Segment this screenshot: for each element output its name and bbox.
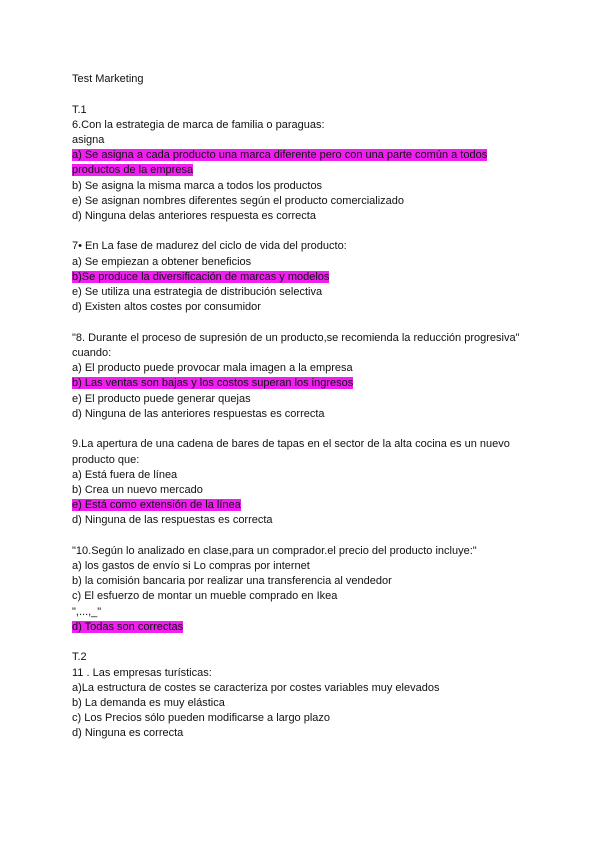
answer-option-b: b) Crea un nuevo mercado [72, 483, 203, 496]
answer-option-a: a) El producto puede provocar mala imagen a la empresa [72, 362, 353, 375]
highlighted-answer: a) Se asigna a cada producto una marca diferente pero con una parte común a todos [72, 149, 488, 162]
answer-option-b [72, 376, 532, 391]
answer-option-d: d) Ninguna de las respuestas es correcta [72, 514, 273, 527]
question-text: producto que: [72, 453, 140, 466]
answer-option-a-cont [72, 163, 532, 178]
answer-option-d: d) Ninguna delas anteriores respuesta es correcta [72, 209, 316, 222]
highlighted-answer: productos de la empresa [72, 164, 194, 177]
section-t1 [72, 103, 532, 635]
answer-option-d: d) Ninguna de las anteriores respuestas es correcta [72, 407, 325, 420]
question-9 [72, 437, 532, 528]
answer-option-a: a) Se empiezan a obtener beneficios [72, 255, 252, 268]
answer-option-b: b) la comisión bancaria por realizar una transferencia al vendedor [72, 575, 392, 588]
spacer [72, 635, 532, 650]
question-text: 9.La apertura de una cadena de bares de tapas en el sector de la alta cocina es un nuevo [72, 438, 510, 451]
question-8 [72, 331, 532, 422]
question-text: asigna [72, 133, 105, 146]
highlighted-answer: b)Se produce la diversificación de marcas y modelos [72, 270, 330, 283]
spacer [72, 422, 532, 437]
answer-option-c [72, 498, 532, 513]
section-t2 [72, 650, 532, 741]
answer-option-a [72, 148, 532, 163]
document-page [72, 72, 532, 741]
answer-option-d: d) Existen altos costes por consumidor [72, 301, 261, 314]
question-text: 7• En La fase de madurez del ciclo de vida del producto: [72, 240, 347, 253]
answer-option-a: a)La estructura de costes se caracteriza por costes variables muy elevados [72, 681, 440, 694]
answer-option-c: e) Se asignan nombres diferentes según el producto comercializado [72, 194, 405, 207]
section-label: T.2 [72, 651, 87, 664]
highlighted-answer: d) Todas son correctas [72, 620, 184, 633]
answer-option-c: e) El producto puede generar quejas [72, 392, 251, 405]
highlighted-answer: e) Está como extensión de la línea [72, 499, 241, 512]
spacer [72, 224, 532, 239]
highlighted-answer: b) Las ventas son bajas y los costos superan los ingresos [72, 377, 354, 390]
answer-option-a: a) los gastos de envío si Lo compras por internet [72, 560, 310, 573]
question-text: 11 . Las empresas turísticas: [72, 666, 212, 679]
answer-option-d: d) Ninguna es correcta [72, 727, 184, 740]
answer-option-a: a) Está fuera de línea [72, 468, 178, 481]
question-11 [72, 666, 532, 742]
spacer [72, 87, 532, 102]
answer-ellipsis: ",...,_" [72, 605, 102, 618]
answer-option-b [72, 270, 532, 285]
answer-option-b: b) Se asigna la misma marca a todos los productos [72, 179, 323, 192]
answer-option-b: b) La demanda es muy elástica [72, 696, 225, 709]
document-title: Test Marketing [72, 73, 144, 85]
answer-option-c: e) Se utiliza una estrategia de distribución selectiva [72, 286, 323, 299]
question-text: cuando: [72, 346, 112, 359]
question-text: "8. Durante el proceso de supresión de un producto,se recomienda la reducción progresiva" [72, 331, 520, 344]
spacer [72, 315, 532, 330]
spacer [72, 528, 532, 543]
section-label: T.1 [72, 103, 87, 116]
question-7 [72, 239, 532, 315]
answer-option-c: c) Los Precios sólo pueden modificarse a largo plazo [72, 712, 331, 725]
answer-option-c: c) El esfuerzo de montar un mueble comprado en Ikea [72, 590, 338, 603]
question-text: 6.Con la estrategia de marca de familia o paraguas: [72, 118, 325, 131]
question-text: "10.Según lo analizado en clase,para un comprador.el precio del producto incluye:" [72, 544, 477, 557]
question-6 [72, 118, 532, 224]
answer-option-d [72, 620, 532, 635]
question-10 [72, 544, 532, 635]
